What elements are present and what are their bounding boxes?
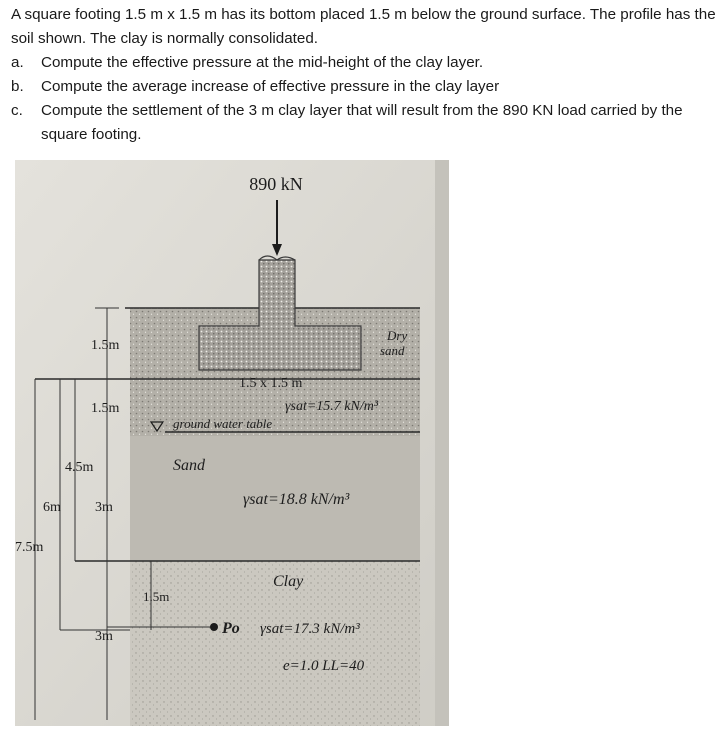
soil-profile-figure [15, 160, 449, 726]
po-label: Po [222, 620, 240, 637]
load-label: 890 kN [249, 174, 303, 194]
task-b [11, 75, 716, 99]
task-a-text: Compute the effective pressure at the mid-height of the clay layer. [41, 54, 484, 71]
task-c-marker: c. [11, 102, 23, 119]
task-c-text: Compute the settlement of the 3 m clay layer that will result from the 890 KN load carried by the square footing. [41, 102, 683, 143]
soil-profile-svg [15, 160, 449, 726]
po-point [210, 623, 218, 631]
gamma-clay-label: γsat=17.3 kN/m³ [260, 621, 360, 637]
paper-fold [435, 160, 449, 726]
dim-top-label: 1.5m [91, 338, 120, 353]
water-table-label: ground water table [173, 416, 273, 431]
clay-label: Clay [273, 573, 304, 590]
gamma-sand-label: γsat=18.8 kN/m³ [243, 491, 350, 508]
task-a-marker: a. [11, 54, 24, 71]
task-list [11, 51, 716, 147]
gamma-dry-sand-label: γsat=15.7 kN/m³ [285, 399, 379, 414]
task-b-text: Compute the average increase of effective pressure in the clay layer [41, 78, 500, 95]
dim-sand3-label: 3m [95, 500, 113, 515]
dim-second-label: 1.5m [91, 401, 120, 416]
task-c [11, 99, 716, 147]
problem-statement: A square footing 1.5 m x 1.5 m has its bottom placed 1.5 m below the ground surface. The profile has the soil shown. The clay is normally consolidated. [11, 6, 716, 47]
dim-clay15-label: 1.5m [143, 589, 170, 604]
problem-text [11, 3, 716, 147]
dry-sand-label: Dry [387, 328, 408, 343]
dim-75-label: 7.5m [15, 540, 44, 555]
footing-size-label: 1.5 x 1.5 m [239, 376, 303, 391]
task-a [11, 51, 716, 75]
dim-6-label: 6m [43, 500, 61, 515]
dim-clay3-label: 3m [95, 629, 113, 644]
sand-label: Sand [173, 457, 205, 474]
dim-45-label: 4.5m [65, 460, 94, 475]
task-b-marker: b. [11, 78, 24, 95]
clay-props-label: e=1.0 LL=40 [283, 658, 365, 674]
dry-sand-label-2: sand [380, 343, 405, 358]
